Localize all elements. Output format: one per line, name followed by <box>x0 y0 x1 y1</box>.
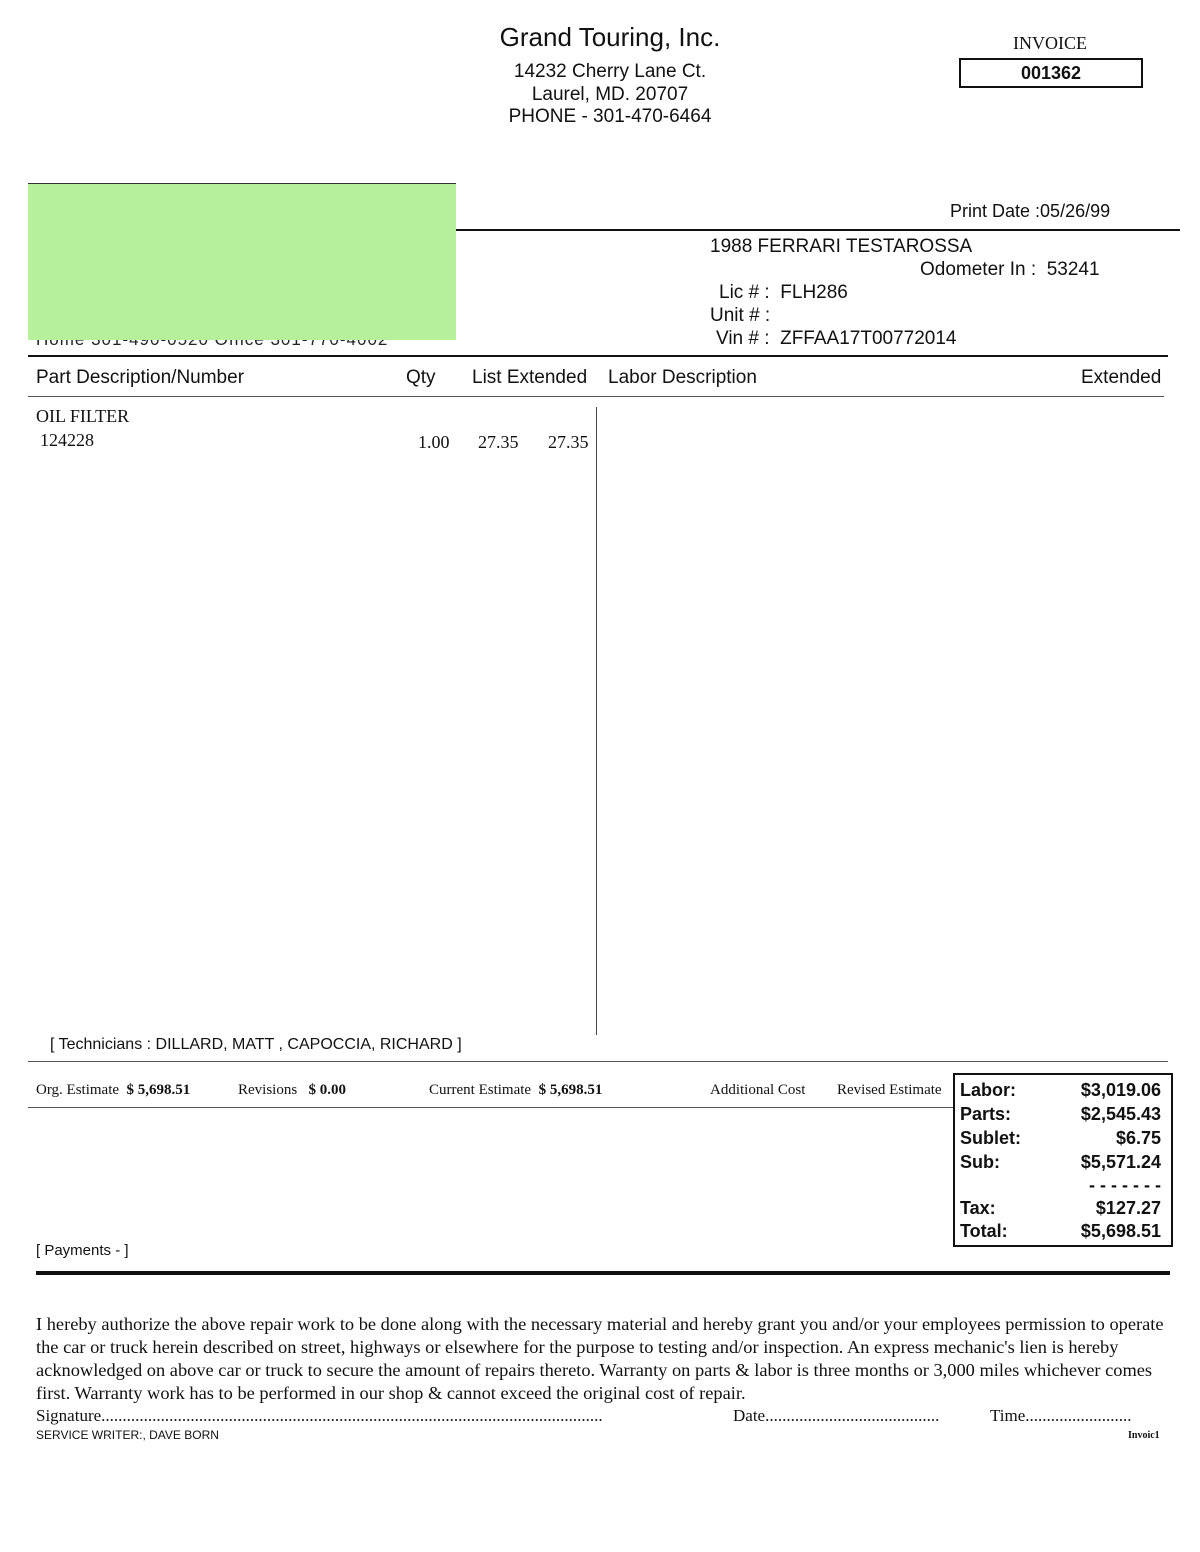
org-estimate-label: Org. Estimate <box>36 1082 120 1098</box>
odometer-label: Odometer In : <box>920 259 1037 280</box>
current-estimate-label: Current Estimate <box>429 1082 532 1098</box>
odometer <box>920 259 1100 281</box>
redaction-sticker <box>28 184 456 340</box>
sub-total-label: Sub: <box>960 1152 1000 1172</box>
odometer-value: 53241 <box>1046 259 1100 280</box>
vin-value: ZFFAA17T00772014 <box>780 328 957 349</box>
col-extended: Extended <box>1081 367 1162 388</box>
company-address-line1: 14232 Cherry Lane Ct. <box>513 61 707 82</box>
sublet-total-value: $6.75 <box>1115 1128 1161 1148</box>
revised-estimate-label: Revised Estimate <box>837 1082 942 1098</box>
company-phone: PHONE - 301-470-6464 <box>508 106 712 127</box>
revisions-value: $ 0.00 <box>308 1082 346 1098</box>
authorization-disclaimer: I hereby authorize the above repair work to be done along with the necessary material and hereby grant you and/or your employees permission to operate the car or truck herein described on street, highways or elsewhere for the purpose to testing and/or inspection. An express mechanic's lien is hereby acknowledged on above car or truck to secure the amount of repairs thereto. Warranty on parts & labor is three months or 3,000 miles whichever comes first. Warranty work has to be performed in our shop & cannot exceed the original cost of repair. <box>36 1314 1164 1403</box>
parts-total-label: Parts: <box>960 1104 1012 1124</box>
license-label: Lic # : <box>719 282 770 303</box>
part-list-price: 27.35 <box>478 432 519 452</box>
labor-total-label: Labor: <box>960 1080 1016 1100</box>
service-writer: SERVICE WRITER:, DAVE BORN <box>36 1428 219 1442</box>
print-date-label: Print Date : <box>950 201 1041 221</box>
current-estimate-value: $ 5,698.51 <box>538 1082 603 1098</box>
labor-total-value: $3,019.06 <box>1080 1080 1161 1100</box>
tax-label: Tax: <box>960 1198 996 1218</box>
invoice-label: INVOICE <box>1013 33 1087 53</box>
time-line[interactable]: Time......................... <box>990 1406 1132 1425</box>
grand-total-value: $5,698.51 <box>1080 1221 1161 1241</box>
totals-separator: - - - - - - - <box>1089 1175 1161 1195</box>
invoice-number: 001362 <box>959 58 1143 88</box>
revisions-label: Revisions <box>238 1082 298 1098</box>
column-divider <box>596 407 597 1035</box>
tax-value: $127.27 <box>1095 1198 1161 1218</box>
parts-total-value: $2,545.43 <box>1080 1104 1161 1124</box>
technicians-rule <box>28 1061 1168 1062</box>
vehicle-description: 1988 FERRARI TESTAROSSA <box>710 236 973 257</box>
current-estimate <box>429 1082 602 1099</box>
revisions <box>238 1082 346 1099</box>
col-part-description: Part Description/Number <box>36 367 245 388</box>
vin <box>716 328 956 350</box>
col-labor-description: Labor Description <box>608 367 757 388</box>
column-header-rule <box>28 396 1164 397</box>
unit <box>710 305 770 327</box>
license <box>719 282 848 304</box>
technicians: [ Technicians : DILLARD, MATT , CAPOCCIA, RICHARD ] <box>50 1036 462 1053</box>
col-list-extended: List Extended <box>472 367 588 388</box>
company-address-line2: Laurel, MD. 20707 <box>531 84 689 105</box>
part-description: OIL FILTER <box>36 406 130 426</box>
payments-rule <box>36 1271 1170 1275</box>
col-qty: Qty <box>406 367 436 388</box>
part-extended: 27.35 <box>548 432 589 452</box>
org-estimate <box>36 1082 190 1099</box>
unit-label: Unit # : <box>710 305 771 326</box>
company-name: Grand Touring, Inc. <box>499 22 721 52</box>
signature-line[interactable]: Signature...................................................................................................................... <box>36 1406 603 1425</box>
part-qty: 1.00 <box>418 432 450 452</box>
vehicle-rule <box>28 355 1168 357</box>
print-date <box>950 201 1110 222</box>
form-code: Invoic1 <box>1128 1430 1160 1441</box>
org-estimate-value: $ 5,698.51 <box>126 1082 191 1098</box>
vin-label: Vin # : <box>716 328 770 349</box>
estimates-rule <box>28 1107 953 1108</box>
sublet-total-label: Sublet: <box>960 1128 1021 1148</box>
payments: [ Payments - ] <box>36 1242 129 1259</box>
additional-cost-label: Additional Cost <box>710 1082 806 1098</box>
print-date-value: 05/26/99 <box>1040 201 1111 221</box>
grand-total-label: Total: <box>960 1221 1008 1241</box>
license-value: FLH286 <box>780 282 848 303</box>
date-line[interactable]: Date......................................... <box>733 1406 940 1425</box>
sub-total-value: $5,571.24 <box>1080 1152 1161 1172</box>
part-number: 124228 <box>40 430 94 450</box>
header-rule <box>456 229 1180 231</box>
